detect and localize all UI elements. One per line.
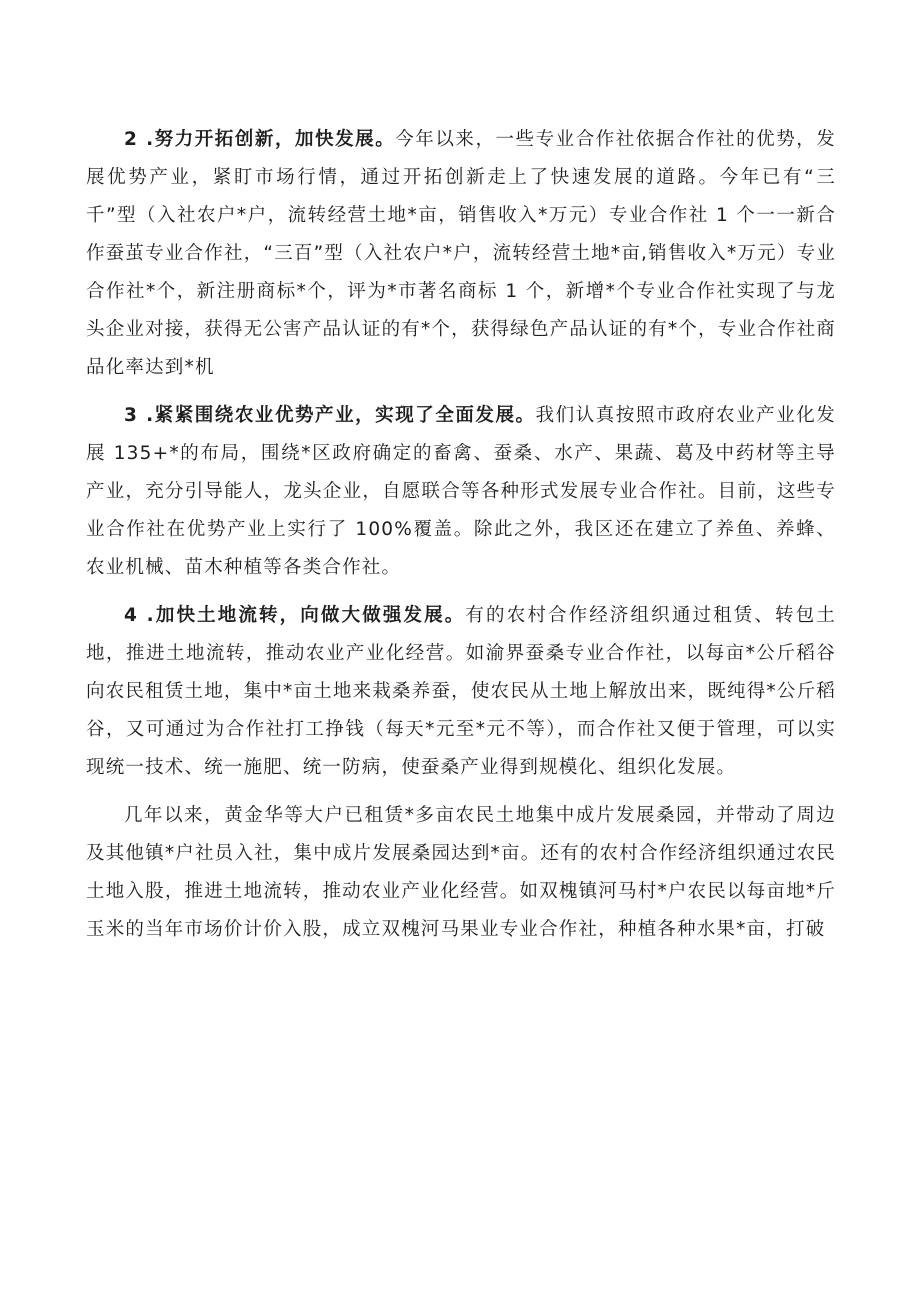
paragraph-2-heading: 2 .努力开拓创新，加快发展。	[124, 129, 396, 150]
paragraph-3-text: 我们认真按照市政府农业产业化发展 135+*的布局，围绕*区政府确定的畜禽、蚕桑、水产、果蔬、葛及中药材等主导产业，充分引导能人，龙头企业，自愿联合等各种形式发展专业合作社。目前，这些专业合作社在优势产业上实行了 100%覆盖。除此之外，我区还在建立了养鱼、养蜂、农业机械、苗木种植等各类合作社。	[86, 405, 836, 578]
paragraph-3	[86, 397, 836, 587]
paragraph-3-heading: 3 .紧紧围绕农业优势产业，实现了全面发展。	[124, 405, 536, 426]
paragraph-2-text: 今年以来，一些专业合作社依据合作社的优势，发展优势产业，紧盯市场行情，通过开拓创新走上了快速发展的道路。今年已有“三千”型（入社农户*户，流转经营土地*亩，销售收入*万元）专业合作社 1 个一一新合作蚕茧专业合作社，“三百”型（入社农户*户，流转经营土地*亩,销售收入*万元）专业合作社*个，新注册商标*个，评为*市著名商标 1 个，新增*个专业合作社实现了与龙头企业对接，获得无公害产品认证的有*个，获得绿色产品认证的有*个，专业合作社商品化率达到*机	[86, 129, 837, 378]
paragraph-5-text: 几年以来，黄金华等大户已租赁*多亩农民土地集中成片发展桑园，并带动了周边及其他镇*户社员入社，集中成片发展桑园达到*亩。还有的农村合作经济组织通过农民土地入股，推进土地流转，推动农业产业化经营。如双槐镇河马村*户农民以每亩地*斤玉米的当年市场价计价入股，成立双槐河马果业专业合作社，种植各种水果*亩，打破	[86, 805, 836, 940]
document-body	[86, 121, 836, 959]
paragraph-4-heading: 4 .加快土地流转，向做大做强发展。	[124, 605, 466, 626]
paragraph-4	[86, 597, 836, 787]
paragraph-2	[86, 121, 836, 387]
paragraph-4-text: 有的农村合作经济组织通过租赁、转包土地，推进土地流转，推动农业产业化经营。如渝界蚕桑专业合作社，以每亩*公斤稻谷向农民租赁土地，集中*亩土地来栽桑养蚕，使农民从土地上解放出来，既纯得*公斤稻谷，又可通过为合作社打工挣钱（每天*元至*元不等），而合作社又便于管理，可以实现统一技术、统一施肥、统一防病，使蚕桑产业得到规模化、组织化发展。	[86, 605, 836, 778]
paragraph-5	[86, 797, 836, 949]
